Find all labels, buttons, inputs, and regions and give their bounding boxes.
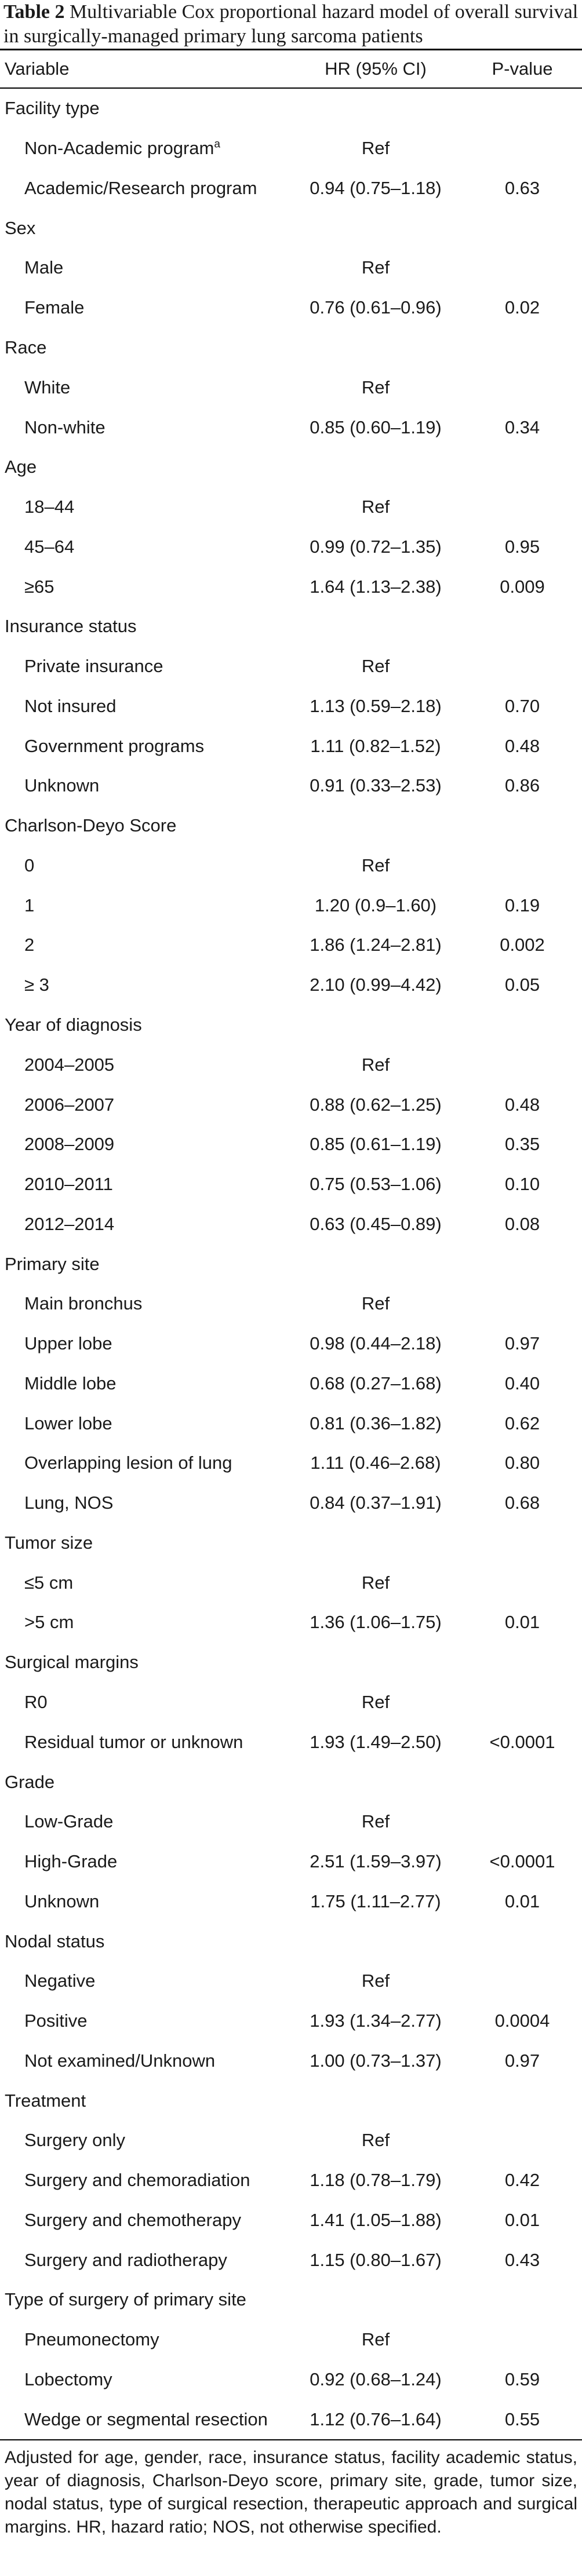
variable-text: Private insurance (24, 656, 163, 677)
variable-text: ≥65 (24, 576, 54, 597)
variable-text: 45–64 (24, 536, 75, 557)
table-caption-label: Table 2 (3, 1, 65, 23)
variable-text: Nodal status (5, 1931, 105, 1951)
p-value-cell: 0.42 (504, 2170, 540, 2191)
variable-text: Pneumonectomy (24, 2329, 159, 2350)
variable-text: Surgery and chemoradiation (24, 2170, 250, 2191)
variable-text: Year of diagnosis (5, 1014, 142, 1035)
table-row (0, 2041, 582, 2081)
p-value-cell: 0.55 (504, 2409, 540, 2429)
table-row (0, 1563, 582, 1603)
hr-cell: 1.20 (0.9–1.60) (314, 895, 437, 915)
hr-cell: 0.75 (0.53–1.06) (310, 1174, 442, 1195)
p-value-cell: 0.70 (504, 695, 540, 716)
table-row (0, 885, 582, 925)
table-row (0, 1125, 582, 1165)
hr-cell: 1.36 (1.06–1.75) (310, 1612, 442, 1633)
variable-text: Grade (5, 1771, 55, 1792)
variable-cell (0, 2329, 289, 2350)
variable-text: Positive (24, 2011, 88, 2031)
variable-cell (0, 696, 289, 717)
group-label (0, 616, 289, 637)
variable-text: 1 (24, 895, 35, 915)
variable-cell (0, 257, 289, 278)
table-row (0, 1284, 582, 1324)
hr-cell: Ref (361, 1811, 390, 1832)
variable-text: Not examined/Unknown (24, 2050, 216, 2071)
table-row (0, 367, 582, 407)
variable-cell (0, 2050, 289, 2071)
variable-text: Surgery only (24, 2130, 126, 2151)
group-label (0, 337, 289, 358)
variable-text: Sex (5, 217, 36, 238)
variable-text: 2012–2014 (24, 1213, 115, 1234)
table-footnote: Adjusted for age, gender, race, insurance status, facility academic status, year of diagnosis, Charlson-Deyo score, primary site, grade, tumor size, nodal status, type of surgical resection, therapeutic approach and surgical margins. HR, hazard ratio; NOS, not otherwise specified. (5, 2448, 577, 2537)
hr-cell: 1.75 (1.11–2.77) (310, 1891, 441, 1911)
table-row (0, 567, 582, 607)
table-row (0, 407, 582, 447)
variable-cell (0, 1851, 289, 1872)
table-row (0, 2399, 582, 2439)
p-value-cell: 0.86 (504, 775, 540, 796)
variable-text: Female (24, 297, 85, 318)
variable-text: 18–44 (24, 497, 75, 517)
table-row (0, 2201, 582, 2241)
group-label (0, 1533, 289, 1553)
table-row (0, 129, 582, 169)
group-label (0, 1015, 289, 1035)
header-p-value: P-value (492, 59, 553, 79)
group-label (0, 457, 289, 477)
table-header-row (0, 50, 582, 87)
hr-cell: Ref (361, 377, 390, 397)
variable-cell (0, 377, 289, 398)
variable-cell (0, 1055, 289, 1075)
group-label (0, 2090, 289, 2111)
variable-text: 2006–2007 (24, 1094, 115, 1115)
p-value-cell: 0.009 (500, 576, 545, 597)
variable-cell (0, 1692, 289, 1713)
table-row (0, 1483, 582, 1523)
variable-cell (0, 1134, 289, 1155)
variable-cell (0, 736, 289, 757)
variable-cell (0, 2210, 289, 2231)
p-value-cell: 0.002 (500, 935, 545, 955)
p-value-cell: 0.01 (504, 1612, 540, 1633)
variable-cell (0, 2011, 289, 2031)
table-group-row (0, 328, 582, 368)
table-row (0, 2320, 582, 2360)
hr-cell: 0.68 (0.27–1.68) (310, 1373, 442, 1393)
hr-cell: 1.93 (1.34–2.77) (310, 2011, 442, 2031)
hr-cell: Ref (361, 1971, 390, 1991)
variable-text: Race (5, 337, 47, 357)
p-value-cell: 0.97 (504, 2050, 540, 2071)
table-row (0, 1961, 582, 2001)
group-label (0, 1772, 289, 1793)
variable-text: Age (5, 457, 37, 477)
variable-cell (0, 935, 289, 955)
hr-cell: 1.64 (1.13–2.38) (310, 576, 442, 597)
hr-cell: 0.85 (0.60–1.19) (310, 417, 442, 437)
table-row (0, 1881, 582, 1921)
table-row (0, 1324, 582, 1364)
hr-cell: 1.13 (0.59–2.18) (310, 695, 442, 716)
hr-cell: 0.92 (0.68–1.24) (310, 2369, 442, 2390)
hr-cell: 1.18 (0.78–1.79) (310, 2170, 442, 2191)
table-row (0, 169, 582, 209)
hr-cell: 1.00 (0.73–1.37) (310, 2050, 442, 2071)
variable-text: Not insured (24, 695, 117, 716)
table-group-row (0, 1523, 582, 1563)
hr-cell: 1.11 (0.46–2.68) (310, 1453, 441, 1473)
table-row (0, 1842, 582, 1882)
p-value-cell: 0.97 (504, 1333, 540, 1354)
variable-cell (0, 138, 289, 159)
table-row (0, 2240, 582, 2280)
table-group-row (0, 607, 582, 647)
table-row (0, 1204, 582, 1244)
table-group-row (0, 2081, 582, 2121)
variable-cell (0, 417, 289, 438)
table-row (0, 647, 582, 687)
p-value-cell: 0.68 (504, 1493, 540, 1513)
table-group-row (0, 447, 582, 487)
p-value-cell: 0.95 (504, 536, 540, 557)
variable-text: Tumor size (5, 1532, 93, 1553)
p-value-cell: 0.80 (504, 1453, 540, 1473)
table-row (0, 1443, 582, 1483)
hr-cell: 0.94 (0.75–1.18) (310, 177, 442, 198)
variable-cell (0, 1214, 289, 1235)
variable-text: 0 (24, 855, 35, 875)
table-row (0, 2121, 582, 2161)
variable-text: Negative (24, 1971, 96, 1991)
variable-cell (0, 1174, 289, 1195)
table-row (0, 527, 582, 567)
variable-cell (0, 1572, 289, 1593)
variable-cell (0, 1453, 289, 1473)
variable-text: 2010–2011 (24, 1174, 113, 1195)
table-caption-text: Multivariable Cox proportional hazard model of overall survival in surgically-managed primary lung sarcoma patients (3, 1, 579, 47)
p-value-cell: 0.63 (504, 177, 540, 198)
p-value-cell: 0.48 (504, 735, 540, 756)
variable-text: Surgery and radiotherapy (24, 2249, 227, 2270)
table-group-row (0, 1244, 582, 1284)
p-value-cell: 0.48 (504, 1094, 540, 1115)
variable-text: Government programs (24, 735, 205, 756)
table-caption (0, 0, 582, 49)
hr-cell: 0.91 (0.33–2.53) (310, 775, 442, 796)
variable-text: White (24, 377, 71, 397)
group-label (0, 1931, 289, 1952)
variable-cell (0, 1413, 289, 1434)
variable-text: Charlson-Deyo Score (5, 815, 177, 836)
group-label (0, 98, 289, 119)
variable-text: Lower lobe (24, 1413, 112, 1433)
footnote-marker: a (214, 138, 220, 151)
variable-cell (0, 1971, 289, 1991)
variable-text: Male (24, 257, 64, 278)
variable-text: 2 (24, 935, 35, 955)
hr-cell: 2.51 (1.59–3.97) (310, 1851, 442, 1872)
hr-cell: 1.12 (0.76–1.64) (310, 2409, 442, 2429)
table-group-row (0, 1005, 582, 1045)
table-group-row (0, 1762, 582, 1802)
variable-text: Non-Academic program (24, 138, 214, 159)
variable-cell (0, 1612, 289, 1633)
hr-cell: Ref (361, 1054, 390, 1075)
hr-cell: 0.63 (0.45–0.89) (310, 1213, 442, 1234)
hr-cell: 2.10 (0.99–4.42) (310, 975, 442, 995)
variable-cell (0, 2369, 289, 2390)
table-row (0, 846, 582, 886)
variable-cell (0, 2250, 289, 2271)
group-label (0, 815, 289, 836)
hr-cell: Ref (361, 1293, 390, 1314)
p-value-cell: 0.01 (504, 2209, 540, 2230)
table-group-row (0, 89, 582, 129)
header-variable: Variable (5, 59, 70, 79)
hr-cell: 1.11 (0.82–1.52) (310, 735, 441, 756)
table-row (0, 1364, 582, 1404)
table-group-row (0, 208, 582, 248)
variable-cell (0, 2130, 289, 2151)
variable-text: 2008–2009 (24, 1134, 115, 1155)
variable-cell (0, 1094, 289, 1115)
header-hr: HR (95% CI) (325, 59, 427, 79)
p-value-cell: 0.59 (504, 2369, 540, 2390)
variable-text: ≥ 3 (24, 975, 49, 995)
variable-cell (0, 1293, 289, 1314)
group-label (0, 218, 289, 239)
p-value-cell: 0.02 (504, 297, 540, 318)
table-row (0, 686, 582, 726)
variable-text: Unknown (24, 1891, 100, 1911)
hr-cell: Ref (361, 138, 390, 159)
table-body (0, 89, 582, 2439)
p-value-cell: 0.01 (504, 1891, 540, 1911)
table-row (0, 2161, 582, 2201)
variable-cell (0, 895, 289, 916)
group-label (0, 2289, 289, 2310)
variable-cell (0, 855, 289, 876)
hr-cell: 1.93 (1.49–2.50) (310, 1731, 442, 1752)
variable-text: Overlapping lesion of lung (24, 1453, 232, 1473)
variable-text: Residual tumor or unknown (24, 1731, 243, 1752)
variable-cell (0, 1333, 289, 1354)
variable-cell (0, 975, 289, 995)
hr-cell: 1.41 (1.05–1.88) (310, 2209, 442, 2230)
hr-cell: 0.88 (0.62–1.25) (310, 1094, 442, 1115)
p-value-cell: 0.43 (504, 2249, 540, 2270)
table-row (0, 1722, 582, 1762)
variable-text: Insurance status (5, 616, 137, 637)
variable-text: Facility type (5, 98, 100, 119)
p-value-cell: 0.62 (504, 1413, 540, 1433)
hr-cell: 0.99 (0.72–1.35) (310, 536, 442, 557)
p-value-cell: 0.0004 (494, 2011, 550, 2031)
hr-cell: 0.98 (0.44–2.18) (310, 1333, 442, 1354)
table-row (0, 2360, 582, 2400)
hr-cell: Ref (361, 855, 390, 875)
variable-text: Non-white (24, 417, 106, 437)
variable-cell (0, 1732, 289, 1753)
p-value-cell: <0.0001 (489, 1731, 555, 1752)
variable-cell (0, 656, 289, 677)
table-row (0, 766, 582, 806)
p-value-cell: 0.40 (504, 1373, 540, 1393)
variable-text: High-Grade (24, 1851, 118, 1872)
table-row (0, 288, 582, 328)
p-value-cell: 0.19 (504, 895, 540, 915)
variable-text: Lobectomy (24, 2369, 112, 2390)
variable-text: Type of surgery of primary site (5, 2289, 246, 2310)
variable-cell (0, 1891, 289, 1912)
table-row (0, 1085, 582, 1125)
variable-text: Main bronchus (24, 1293, 143, 1314)
hr-cell: Ref (361, 257, 390, 278)
p-value-cell: <0.0001 (489, 1851, 555, 1872)
table-group-row (0, 1921, 582, 1961)
hr-cell: 0.81 (0.36–1.82) (310, 1413, 442, 1433)
variable-text: Unknown (24, 775, 100, 796)
table-row (0, 1603, 582, 1643)
variable-cell (0, 775, 289, 796)
variable-cell (0, 178, 289, 199)
hr-cell: 0.76 (0.61–0.96) (310, 297, 442, 318)
variable-cell (0, 1811, 289, 1832)
variable-cell (0, 537, 289, 557)
p-value-cell: 0.05 (504, 975, 540, 995)
table-row (0, 487, 582, 527)
variable-text: Middle lobe (24, 1373, 117, 1393)
p-value-cell: 0.08 (504, 1213, 540, 1234)
variable-text: Low-Grade (24, 1811, 114, 1832)
hr-cell: 1.86 (1.24–2.81) (310, 935, 442, 955)
variable-text: R0 (24, 1692, 48, 1712)
group-label (0, 1652, 289, 1673)
table-row (0, 248, 582, 288)
table-row (0, 1802, 582, 1842)
p-value-cell: 0.34 (504, 417, 540, 437)
group-label (0, 1254, 289, 1275)
variable-cell (0, 2409, 289, 2430)
variable-text: Lung, NOS (24, 1493, 114, 1513)
variable-cell (0, 497, 289, 517)
table-group-row (0, 2280, 582, 2320)
table-row (0, 1165, 582, 1205)
variable-text: Upper lobe (24, 1333, 112, 1354)
hr-cell: Ref (361, 2329, 390, 2350)
variable-cell (0, 1493, 289, 1513)
p-value-cell: 0.35 (504, 1134, 540, 1155)
table-row (0, 1683, 582, 1723)
hr-cell: 0.85 (0.61–1.19) (310, 1134, 442, 1155)
table-row (0, 1403, 582, 1443)
table-group-row (0, 1643, 582, 1683)
variable-text: Primary site (5, 1253, 100, 1274)
variable-text: 2004–2005 (24, 1054, 115, 1075)
hr-cell: Ref (361, 1692, 390, 1712)
hr-cell: 0.84 (0.37–1.91) (310, 1493, 442, 1513)
variable-cell (0, 2170, 289, 2191)
variable-text: Treatment (5, 2090, 86, 2111)
variable-text: Academic/Research program (24, 177, 257, 198)
table-row (0, 1045, 582, 1085)
hr-cell: Ref (361, 497, 390, 517)
variable-text: Wedge or segmental resection (24, 2409, 268, 2429)
table-row (0, 726, 582, 766)
variable-text: ≤5 cm (24, 1572, 74, 1593)
table-row (0, 925, 582, 965)
p-value-cell: 0.10 (504, 1174, 540, 1195)
table-group-row (0, 806, 582, 846)
variable-cell (0, 297, 289, 318)
variable-cell (0, 1373, 289, 1394)
hr-cell: 1.15 (0.80–1.67) (310, 2249, 442, 2270)
hr-cell: Ref (361, 2130, 390, 2151)
hr-cell: Ref (361, 1572, 390, 1593)
variable-text: >5 cm (24, 1612, 74, 1633)
variable-cell (0, 577, 289, 597)
variable-text: Surgical margins (5, 1652, 139, 1673)
hr-cell: Ref (361, 656, 390, 677)
table-row (0, 2001, 582, 2041)
table-row (0, 965, 582, 1005)
variable-text: Surgery and chemotherapy (24, 2209, 241, 2230)
